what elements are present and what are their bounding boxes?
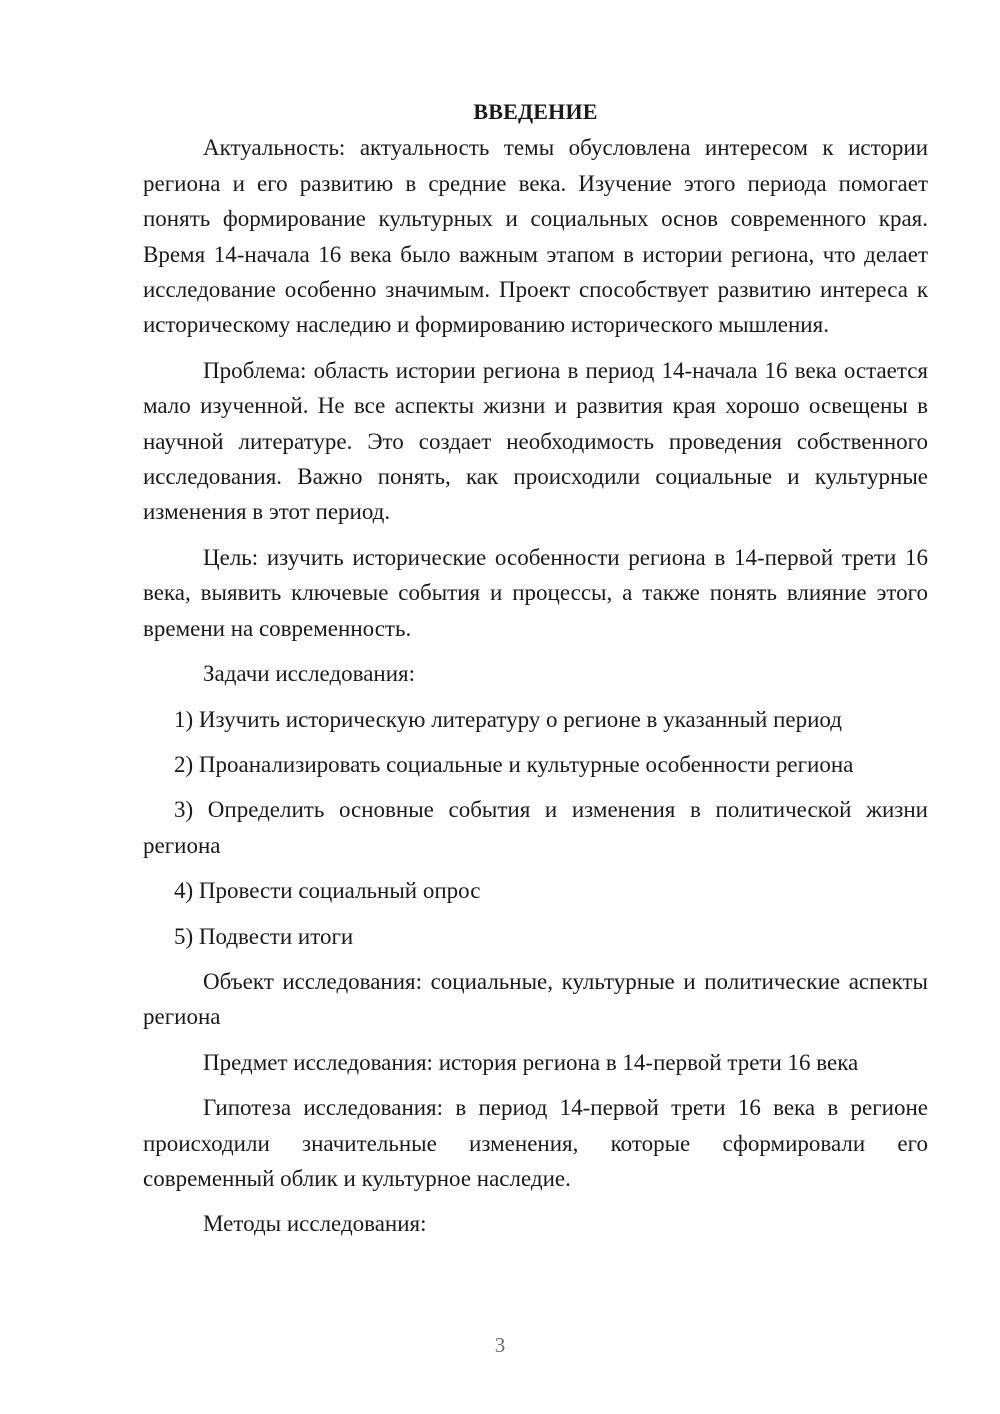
hypothesis-paragraph: Гипотеза исследования: в период 14-первой трети 16 века в регионе происходили значительные изменения, которые сформировали его современный облик и культурное наследие. xyxy=(143,1095,928,1191)
page-number: 3 xyxy=(494,1333,506,1357)
problem-paragraph: Проблема: область истории региона в период 14-начала 16 века остается мало изученной. Не все аспекты жизни и развития края хорошо освещены в научной литературе. Это создает необходимость проведения собственного исследования. Важно понять, как происходили социальные и культурные изменения в этот период. xyxy=(143,357,928,525)
subject-paragraph: Предмет исследования: история региона в 14-первой трети 16 века xyxy=(203,1049,859,1075)
tasks-heading: Задачи исследования: xyxy=(203,661,416,687)
methods-heading: Методы исследования: xyxy=(203,1211,427,1237)
task-item: 5) Подвести итоги xyxy=(174,923,354,949)
goal-paragraph: Цель: изучить исторические особенности региона в 14-первой трети 16 века, выявить ключевые события и процессы, а также понять влияние этого времени на современность. xyxy=(143,544,928,641)
page-body xyxy=(143,94,928,1252)
relevance-paragraph: Актуальность: актуальность темы обусловлена интересом к истории региона и его развитию в средние века. Изучение этого периода помогает понять формирование культурных и социальных основ современного края. Время 14-начала 16 века было важным этапом в истории региона, что делает исследование особенно значимым. Проект способствует развитию интереса к историческому наследию и формированию исторического мышления. xyxy=(143,135,928,338)
object-paragraph: Объект исследования: социальные, культурные и политические аспекты региона xyxy=(143,968,928,1030)
section-heading: ВВЕДЕНИЕ xyxy=(473,99,598,124)
task-item: 1) Изучить историческую литературу о регионе в указанный период xyxy=(174,706,842,732)
task-item: 4) Провести социальный опрос xyxy=(174,878,481,904)
task-item: 3) Определить основные события и изменения в политической жизни региона xyxy=(143,797,928,858)
task-item: 2) Проанализировать социальные и культурные особенности региона xyxy=(174,751,854,777)
